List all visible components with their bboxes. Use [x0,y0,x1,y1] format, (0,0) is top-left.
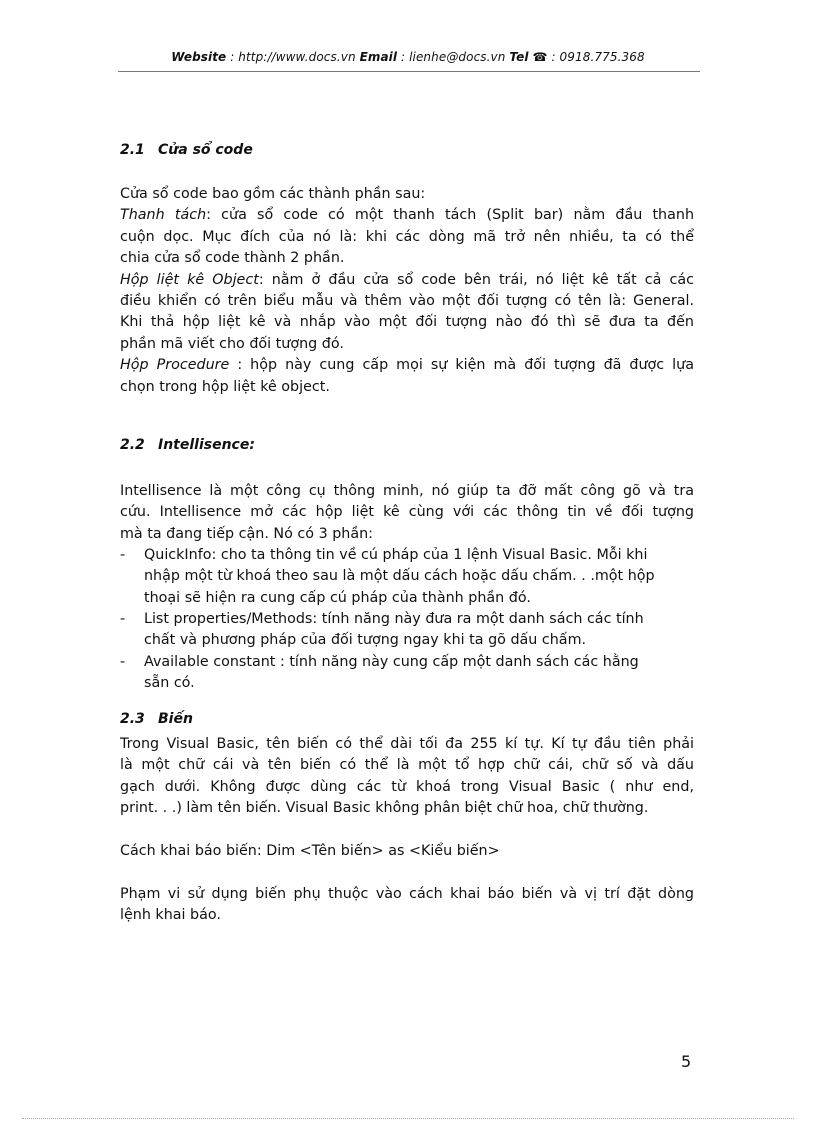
section-number: 2.2 [120,437,145,453]
paragraph-line: gạch dưới. Không được dùng các từ khoá trong Visual Basic ( như end, [120,778,694,795]
list-bullet: - [120,654,126,670]
paragraph-line: phần mã viết cho đối tượng đó. [120,335,344,352]
section-2-3-paragraph-2 [120,841,694,862]
term-italic: Thanh tách [120,207,207,224]
list-item [120,609,694,652]
section-2-3-paragraph-3 [120,884,694,927]
list-line: chất và phương pháp của đối tượng ngay khi ta gõ dấu chấm. [144,632,587,649]
paragraph-line: print. . .) làm tên biến. Visual Basic không phân biệt chữ hoa, chữ thường. [120,800,649,817]
paragraph-line [120,270,694,291]
section-2-1-body [120,184,694,398]
paragraph-text: : hộp này cung cấp mọi sự kiện mà đối tượng đã được lựa [229,357,694,374]
email-label: Email [359,50,398,64]
list-line: thoại sẽ hiện ra cung cấp cú pháp của thành phần đó. [144,589,531,606]
section-title: Biến [158,711,193,727]
paragraph-line: Khi thả hộp liệt kê và nhắp vào một đối tượng nào đó thì sẽ đưa ta đến [120,314,694,331]
paragraph-line: Trong Visual Basic, tên biến có thể dài tối đa 255 kí tự. Kí tự đầu tiên phải [120,736,694,752]
paragraph-line: Cửa sổ code bao gồm các thành phần sau: [120,186,426,202]
paragraph-line: chia cửa sổ code thành 2 phần. [120,250,345,267]
section-2-2-intro [120,481,694,545]
section-number: 2.1 [120,142,145,158]
tel-label: Tel [509,50,529,64]
list-line: nhập một từ khoá theo sau là một dấu cách hoặc dấu chấm. . .một hộp [144,568,655,585]
paragraph-text: : cửa sổ code có một thanh tách (Split bar) nằm đầu thanh [206,207,695,224]
phone-icon: ☎ [532,50,548,64]
list-item [120,545,694,609]
section-2-3-paragraph-1 [120,734,694,820]
section-title: Intellisence: [158,437,255,453]
paragraph-line: lệnh khai báo. [120,907,221,924]
list-line: QuickInfo: cho ta thông tin về cú pháp của 1 lệnh Visual Basic. Mỗi khi [144,547,648,563]
website-label: Website [171,50,227,64]
page-bottom-border [22,1118,794,1119]
page-header [118,50,698,64]
term-italic: Hộp liệt kê Object [120,271,259,288]
paragraph-line: chọn trong hộp liệt kê object. [120,378,330,395]
paragraph-line [120,355,694,376]
section-number: 2.3 [120,711,145,727]
section-heading-2-2 [120,437,255,453]
email-value: : lienhe@docs.vn [397,50,510,64]
list-bullet: - [120,611,126,627]
section-heading-2-3 [120,711,193,727]
paragraph-line: cứu. Intellisence mở các hộp liệt kê cùng với các thông tin về đối tượng [120,504,694,521]
list-line: sẵn có. [144,675,195,692]
list-line: List properties/Methods: tính năng này đưa ra một danh sách các tính [144,611,644,627]
page-number: 5 [681,1052,692,1071]
paragraph-line: mà ta đang tiếp cận. Nó có 3 phần: [120,525,373,542]
paragraph-line: cuộn dọc. Mục đích của nó là: khi các dòng mã trở nên nhiều, ta có thể [120,228,694,245]
section-title: Cửa sổ code [158,142,253,158]
list-item [120,652,694,695]
list-bullet: - [120,547,126,563]
term-italic: Hộp Procedure [120,357,230,374]
section-heading-2-1 [120,142,253,158]
paragraph-line: Phạm vi sử dụng biến phụ thuộc vào cách khai báo biến và vị trí đặt dòng [120,886,694,902]
header-divider [118,71,700,72]
paragraph-line: là một chữ cái và tên biến có thể là một tổ hợp chữ cái, chữ số và dấu [120,757,694,774]
website-value: : http://www.docs.vn [226,50,360,64]
tel-value: : 0918.775.368 [547,50,645,64]
paragraph-line: Intellisence là một công cụ thông minh, nó giúp ta đỡ mất công gõ và tra [120,483,694,499]
paragraph-text: : nằm ở đầu cửa sổ code bên trái, nó liệt kê tất cả các [258,271,694,288]
paragraph-line [120,205,694,226]
paragraph-line: điều khiển có trên biểu mẫu và thêm vào một đối tượng có tên là: General. [120,293,694,310]
list-line: Available constant : tính năng này cung cấp một danh sách các hằng [144,654,639,670]
paragraph-line: Cách khai báo biến: Dim <Tên biến> as <Kiểu biến> [120,843,500,859]
